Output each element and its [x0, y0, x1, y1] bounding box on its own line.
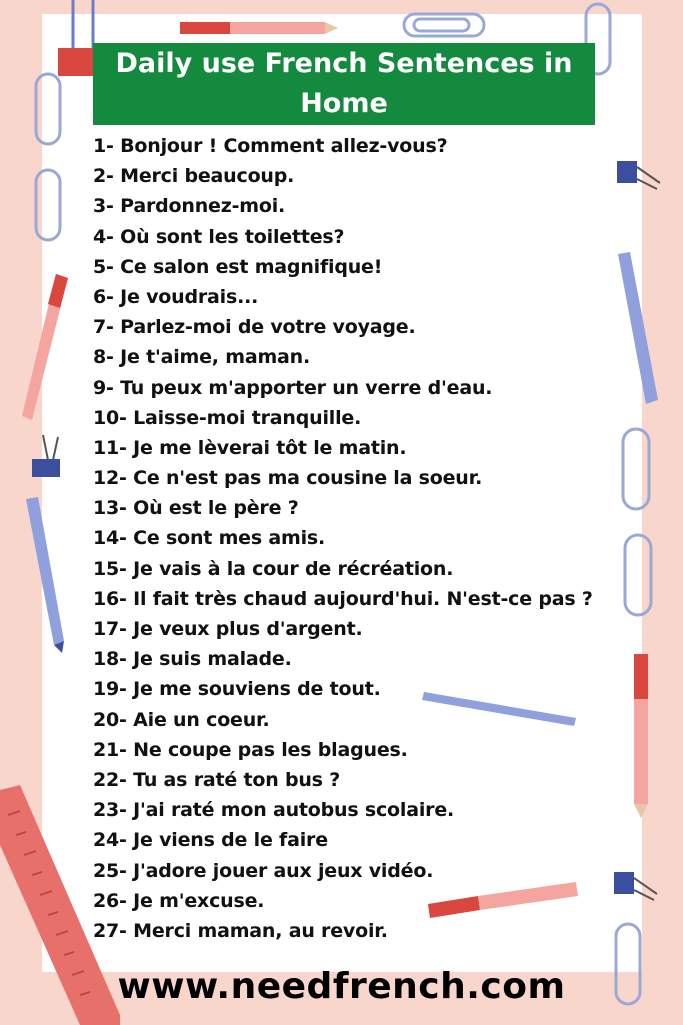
sentence-item: 7- Parlez-moi de votre voyage.: [93, 316, 416, 339]
sentence-item: 22- Tu as raté ton bus ?: [93, 768, 341, 791]
sentence-item: 19- Je me souviens de tout.: [93, 678, 381, 701]
sentence-item: 12- Ce n'est pas ma cousine la soeur.: [93, 467, 483, 490]
paperclip-right-mid-icon: [615, 425, 665, 625]
sentence-item: 25- J'adore jouer aux jeux vidéo.: [93, 859, 434, 882]
pen-left-illustration: [22, 495, 67, 655]
sentence-list: [93, 131, 593, 946]
sentence-item: 14- Ce sont mes amis.: [93, 527, 326, 550]
pencil-left-illustration: [18, 270, 78, 430]
binder-clip-right-icon: [615, 155, 665, 195]
page-title: Daily use French Sentences in Home: [93, 43, 595, 125]
sentence-item: 15- Je vais à la cour de récréation.: [93, 557, 454, 580]
pencil-right-illustration: [630, 650, 665, 820]
pencil-top-illustration: [180, 14, 340, 44]
sentence-item: 27- Merci maman, au revoir.: [93, 919, 388, 942]
sentence-item: 21- Ne coupe pas les blagues.: [93, 738, 408, 761]
sentence-item: 4- Où sont les toilettes?: [93, 225, 345, 248]
paperclip-left-icon: [30, 70, 70, 250]
sentence-item: 11- Je me lèverai tôt le matin.: [93, 436, 407, 459]
sentence-item: 10- Laisse-moi tranquille.: [93, 406, 362, 429]
sentence-item: 5- Ce salon est magnifique!: [93, 255, 383, 278]
binder-clip-left-icon: [28, 435, 68, 480]
sentence-item: 3- Pardonnez-moi.: [93, 195, 286, 218]
sentence-item: 16- Il fait très chaud aujourd'hui. N'est-ce pas ?: [93, 587, 593, 610]
sentence-item: 23- J'ai raté mon autobus scolaire.: [93, 799, 455, 822]
sentence-item: 8- Je t'aime, maman.: [93, 346, 311, 369]
sentence-item: 20- Aie un coeur.: [93, 708, 270, 731]
binder-clip-bottom-right-icon: [612, 866, 662, 906]
sentence-item: 9- Tu peux m'apporter un verre d'eau.: [93, 376, 493, 399]
sentence-item: 24- Je viens de le faire: [93, 829, 328, 852]
sentence-item: 2- Merci beaucoup.: [93, 165, 295, 188]
paperclip-top-icon: [400, 8, 490, 43]
pen-right-illustration: [612, 250, 662, 410]
sentence-item: 1- Bonjour ! Comment allez-vous?: [93, 135, 448, 157]
sentence-item: 26- Je m'excuse.: [93, 889, 265, 912]
sentence-item: 17- Je veux plus d'argent.: [93, 618, 363, 640]
sentence-item: 13- Où est le père ?: [93, 497, 299, 520]
sentence-item: 18- Je suis malade.: [93, 648, 292, 671]
website-url: www.needfrench.com: [117, 966, 566, 1007]
sentence-item: 6- Je voudrais...: [93, 285, 259, 308]
